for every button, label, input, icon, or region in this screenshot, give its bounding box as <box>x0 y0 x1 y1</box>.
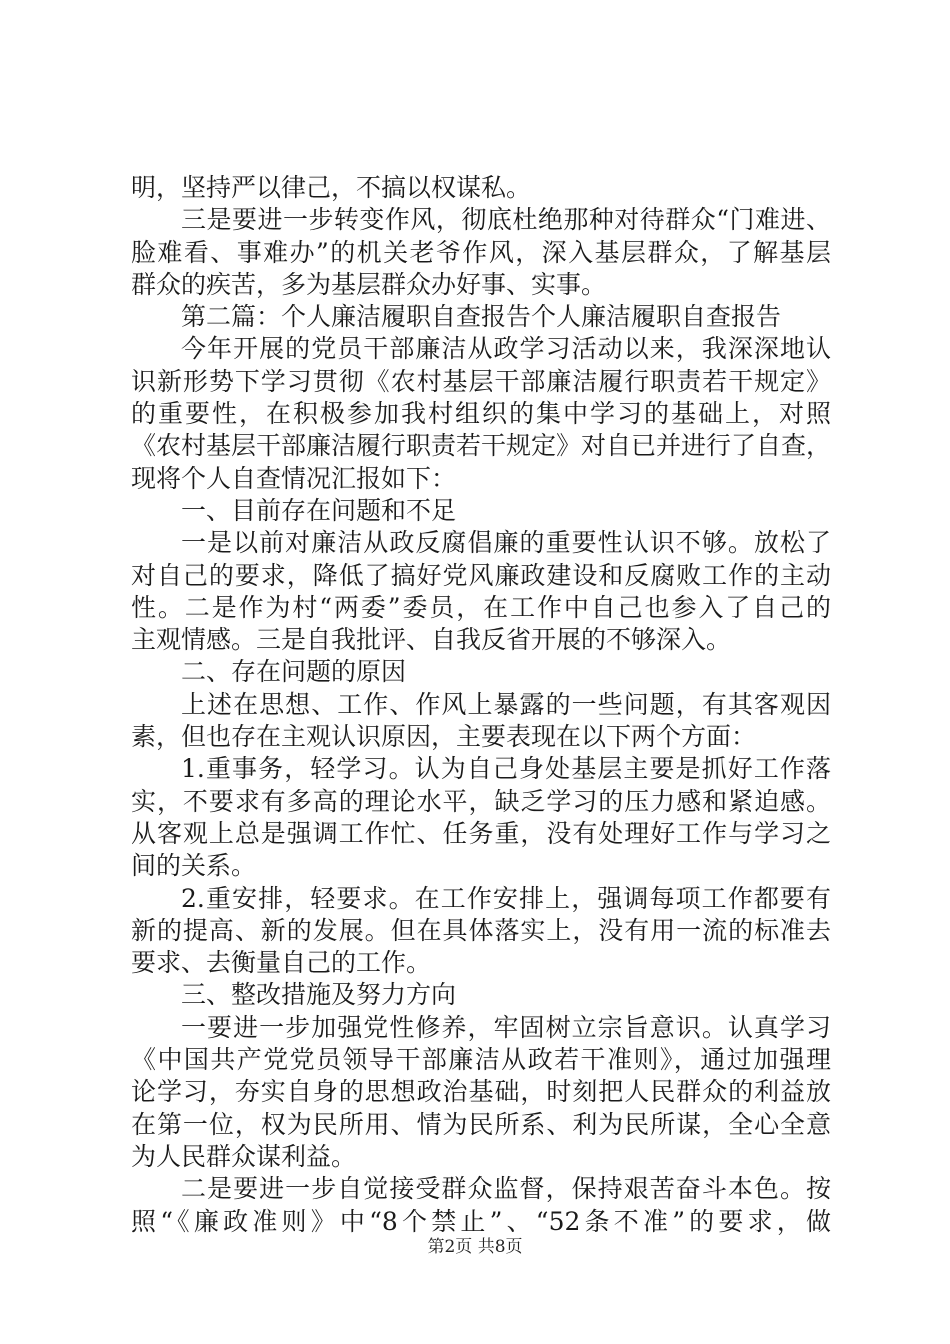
page-footer: 第2页 共8页 <box>427 1237 523 1257</box>
text-line: 性。二是作为村“两委”委员，在工作中自己也参入了自己的 <box>131 592 831 622</box>
text-line: 论学习，夯实自身的思想政治基础，时刻把人民群众的利益放 <box>131 1077 831 1107</box>
text-line: 二、存在问题的原因 <box>181 657 407 687</box>
text-line: 脸难看、事难办”的机关老爷作风，深入基层群众，了解基层 <box>131 237 831 267</box>
text-line: 今年开展的党员干部廉洁从政学习活动以来，我深深地认 <box>181 334 831 364</box>
text-line: 一是以前对廉洁从政反腐倡廉的重要性认识不够。放松了 <box>181 528 831 558</box>
text-line: 间的关系。 <box>131 851 257 881</box>
text-line: 二是要进一步自觉接受群众监督，保持艰苦奋斗本色。按 <box>181 1174 831 1204</box>
text-line: 从客观上总是强调工作忙、任务重，没有处理好工作与学习之 <box>131 818 831 848</box>
text-line: 的重要性，在积极参加我村组织的集中学习的基础上，对照 <box>131 399 831 429</box>
text-line: 对自己的要求，降低了搞好党风廉政建设和反腐败工作的主动 <box>131 560 831 590</box>
text-line: 主观情感。三是自我批评、自我反省开展的不够深入。 <box>131 625 732 655</box>
text-line: 在第一位，权为民所用、情为民所系、利为民所谋，全心全意 <box>131 1109 831 1139</box>
text-line: 上述在思想、工作、作风上暴露的一些问题，有其客观因 <box>181 689 831 719</box>
text-line: 第二篇：个人廉洁履职自查报告个人廉洁履职自查报告 <box>181 302 782 332</box>
text-line: 照“《廉政准则》中“8个禁止”、“52条不准”的要求，做 <box>131 1206 831 1236</box>
text-line: 《中国共产党党员领导干部廉洁从政若干准则》，通过加强理 <box>131 1045 831 1075</box>
text-line: 一、目前存在问题和不足 <box>181 495 457 525</box>
text-line: 实，不要求有多高的理论水平，缺乏学习的压力感和紧迫感。 <box>131 786 831 816</box>
text-line: 一要进一步加强党性修养，牢固树立宗旨意识。认真学习 <box>181 1012 831 1042</box>
text-line: 新的提高、新的发展。但在具体落实上，没有用一流的标准去 <box>131 915 831 945</box>
text-line: 明，坚持严以律己，不搞以权谋私。 <box>131 173 532 202</box>
text-line: 三是要进一步转变作风，彻底杜绝那种对待群众“门难进、 <box>181 205 831 235</box>
text-line: 要求、去衡量自己的工作。 <box>131 948 432 978</box>
text-line: 识新形势下学习贯彻《农村基层干部廉洁履行职责若干规定》 <box>131 366 831 396</box>
text-line: 素，但也存在主观认识原因，主要表现在以下两个方面： <box>131 722 757 752</box>
text-line: 群众的疾苦，多为基层群众办好事、实事。 <box>131 269 607 299</box>
text-line: 为人民群众谋利益。 <box>131 1141 357 1171</box>
text-line: 三、整改措施及努力方向 <box>181 980 457 1010</box>
text-line: 《农村基层干部廉洁履行职责若干规定》对自已并进行了自查， <box>131 431 831 461</box>
document-body <box>131 172 831 1238</box>
text-line: 2.重安排，轻要求。在工作安排上，强调每项工作都要有 <box>181 883 831 913</box>
text-line: 1.重事务，轻学习。认为自己身处基层主要是抓好工作落 <box>181 754 831 784</box>
text-line: 现将个人自查情况汇报如下： <box>131 463 457 493</box>
